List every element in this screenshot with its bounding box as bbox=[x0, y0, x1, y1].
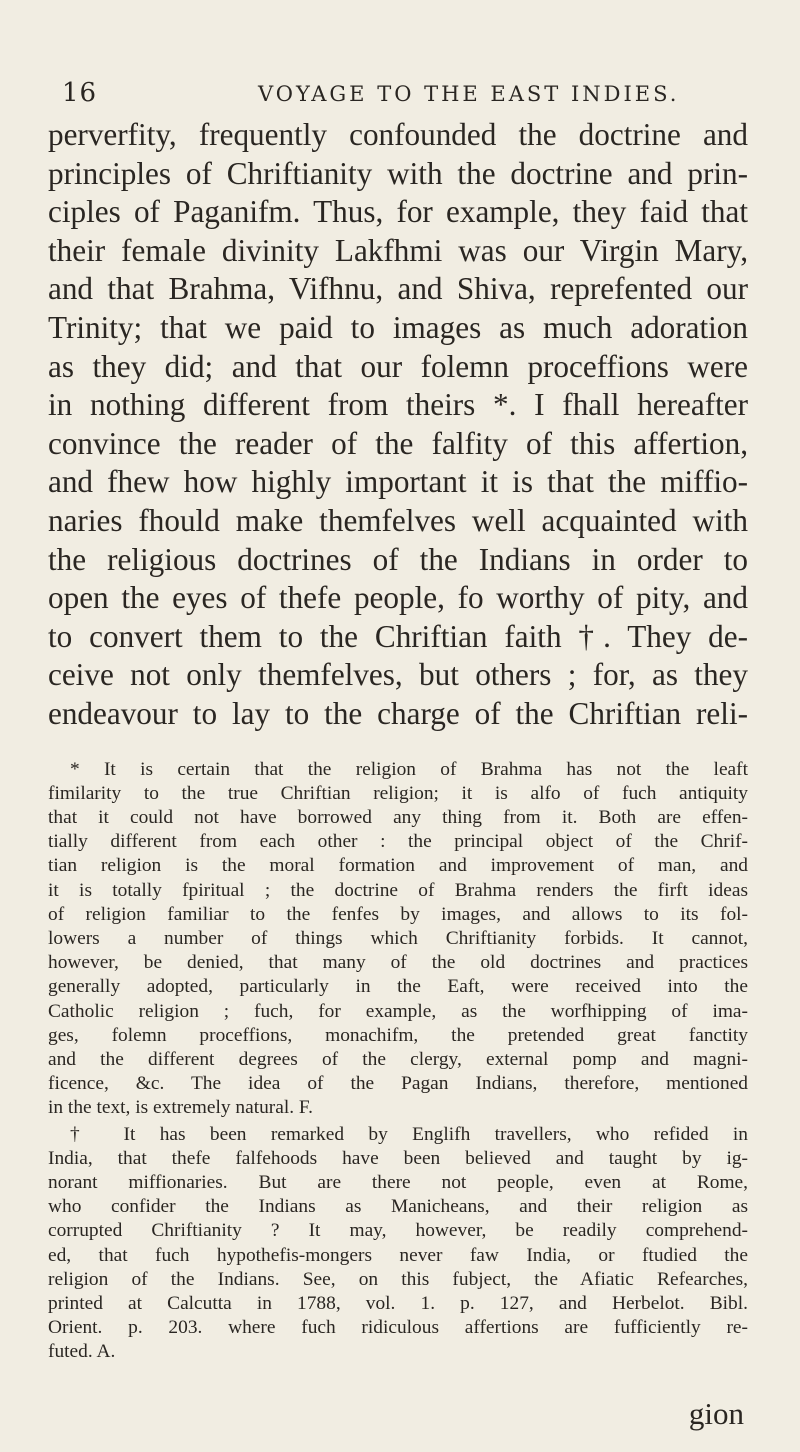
catchword: gion bbox=[688, 1396, 744, 1431]
main-text bbox=[48, 116, 748, 734]
text-line: convince the reader of the falfity of this affertion, bbox=[48, 425, 748, 461]
footnote-line: and the different degrees of the clergy, external pomp and magni- bbox=[48, 1048, 748, 1070]
footnote-line: Catholic religion ; fuch, for example, as the worfhipping of ima- bbox=[48, 1000, 748, 1022]
footnote-line: futed. A. bbox=[48, 1341, 116, 1363]
footnote-line: in the text, is extremely natural. F. bbox=[48, 1097, 314, 1119]
text-line: Trinity; that we paid to images as much adoration bbox=[48, 309, 748, 345]
footnote-line: norant miffionaries. But are there not people, even at Rome, bbox=[48, 1171, 748, 1193]
footnote-line: who confider the Indians as Manicheans, and their religion as bbox=[48, 1196, 748, 1218]
footnote-english-travellers bbox=[48, 1123, 748, 1365]
footnote-line: fimilarity to the true Chriftian religion; it is alfo of fuch antiquity bbox=[48, 782, 748, 804]
footnote-brahma bbox=[48, 758, 748, 1121]
page-header bbox=[48, 70, 748, 116]
text-line: and that Brahma, Vifhnu, and Shiva, reprefented our bbox=[48, 271, 748, 307]
text-line: to convert them to the Chriftian faith †. They de- bbox=[48, 618, 748, 654]
page-number: 16 bbox=[62, 78, 98, 108]
footnotes bbox=[48, 758, 748, 1365]
footnote-line: of religion familiar to the fenfes by images, and allows to its fol- bbox=[48, 903, 748, 925]
text-line: principles of Chriftianity with the doctrine and prin- bbox=[48, 155, 748, 191]
text-line: their female divinity Lakfhmi was our Virgin Mary, bbox=[48, 232, 748, 268]
footnote-line: † It has been remarked by Englifh travellers, who refided in bbox=[70, 1123, 748, 1145]
text-line: and fhew how highly important it is that the miffio- bbox=[48, 464, 748, 500]
footnote-line: printed at Calcutta in 1788, vol. 1. p. 127, and Herbelot. Bibl. bbox=[48, 1292, 748, 1314]
footnote-line: generally adopted, particularly in the Eaft, were received into the bbox=[48, 976, 748, 998]
footnote-line: * It is certain that the religion of Brahma has not the leaft bbox=[70, 758, 748, 780]
footnote-line: ges, folemn proceffions, monachifm, the pretended great fanctity bbox=[48, 1024, 748, 1046]
text-line: ceive not only themfelves, but others ; for, as they bbox=[48, 657, 748, 693]
text-line: endeavour to lay to the charge of the Chriftian reli- bbox=[48, 695, 748, 731]
footnote-line: ficence, &c. The idea of the Pagan Indians, therefore, mentioned bbox=[48, 1073, 748, 1095]
footnote-line: that it could not have borrowed any thing from it. Both are effen- bbox=[48, 806, 748, 828]
text-line: open the eyes of thefe people, fo worthy of pity, and bbox=[48, 580, 748, 616]
footnote-line: ed, that fuch hypothefis-mongers never faw India, or ftudied the bbox=[48, 1244, 748, 1266]
text-line: ciples of Paganifm. Thus, for example, they faid that bbox=[48, 194, 748, 230]
footnote-line: tian religion is the moral formation and improvement of man, and bbox=[48, 855, 748, 877]
text-line: as they did; and that our folemn proceffions were bbox=[48, 348, 748, 384]
footnote-line: tially different from each other : the principal object of the Chrif- bbox=[48, 831, 748, 853]
footnote-line: it is totally fpiritual ; the doctrine of Brahma renders the firft ideas bbox=[48, 879, 748, 901]
text-line: the religious doctrines of the Indians in order to bbox=[48, 541, 748, 577]
footnote-line: lowers a number of things which Chriftianity forbids. It cannot, bbox=[48, 927, 748, 949]
footnote-line: India, that thefe falfehoods have been believed and taught by ig- bbox=[48, 1147, 748, 1169]
text-line: in nothing different from theirs *. I fhall hereafter bbox=[48, 387, 748, 423]
text-line: perverfity, frequently confounded the doctrine and bbox=[48, 117, 748, 152]
running-head: VOYAGE TO THE EAST INDIES. bbox=[258, 82, 680, 106]
text-line: naries fhould make themfelves well acquainted with bbox=[48, 502, 748, 538]
footnote-line: Orient. p. 203. where fuch ridiculous affertions are fufficiently re- bbox=[48, 1317, 748, 1339]
footnote-line: religion of the Indians. See, on this fubject, the Afiatic Refearches, bbox=[48, 1268, 748, 1290]
footnote-line: however, be denied, that many of the old doctrines and practices bbox=[48, 952, 748, 974]
footnote-line: corrupted Chriftianity ? It may, however, be readily comprehend- bbox=[48, 1220, 748, 1242]
